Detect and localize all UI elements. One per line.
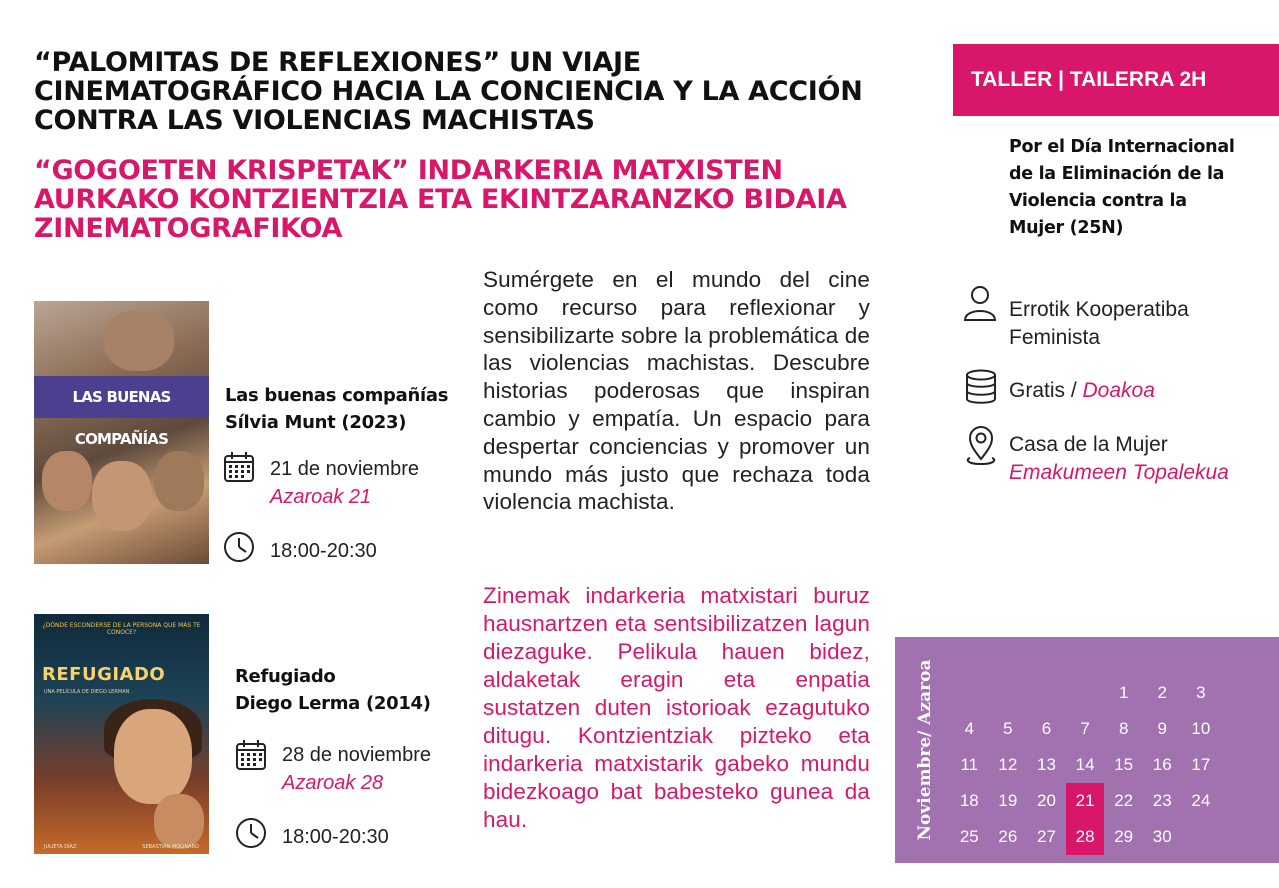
poster-cast-name: JULIETA DÍAZ <box>44 844 77 850</box>
film-2-time: 18:00-20:30 <box>282 826 389 848</box>
calendar-day: 23 <box>1152 791 1172 810</box>
calendar-day: 16 <box>1152 755 1172 774</box>
calendar-day: 29 <box>1114 827 1134 846</box>
film-2-info <box>235 663 431 717</box>
title-spanish: “PALOMITAS DE REFLEXIONES” UN VIAJE CINEMATOGRÁFICO HACIA LA CONCIENCIA Y LA ACCIÓN CONTRA LAS VIOLENCIAS MACHISTAS <box>34 47 863 136</box>
film-1-date-eu: Azaroak 21 <box>270 486 372 508</box>
description-spanish: Sumérgete en el mundo del cine como recurso para reflexionar y sensibilizarte sobre la problemática de las violencias machistas. Descubre historias poderosas que inspiran cambio y empatía. Un espacio para despertar conciencias y promover un mundo más justo que rechaza toda violencia machista. <box>483 267 870 515</box>
film-2-date: 28 de noviembre <box>282 744 431 766</box>
calendar-day: 8 <box>1118 719 1129 738</box>
venue-es: Casa de la Mujer <box>1009 433 1168 456</box>
poster-figure <box>154 794 204 849</box>
film-title: Refugiado <box>235 666 336 687</box>
film-director: Sílvia Munt (2023) <box>225 412 407 433</box>
clock-icon <box>222 530 256 564</box>
calendar-day: 14 <box>1075 755 1095 774</box>
description-basque: Zinemak indarkeria matxistari buruz hausnartzen eta sentsibilizatzen lagun diezaguke. Pelikula hauen bidez, aldaketak eragin eta enpatia sustatzen duten istorioak ezagutuko ditugu. Kontzientziak pizteko eta indarkeria matxistarik gabeko mundu bidezkoago bat babesteko gunea da hau. <box>483 583 870 832</box>
calendar-day: 22 <box>1114 791 1134 810</box>
venue <box>1009 431 1239 486</box>
film-1-time: 18:00-20:30 <box>270 540 377 562</box>
coins-icon <box>964 369 998 407</box>
calendar-day: 2 <box>1157 683 1167 702</box>
calendar-day: 9 <box>1157 719 1167 738</box>
calendar-icon <box>222 450 256 484</box>
calendar-day: 17 <box>1191 755 1211 774</box>
location-pin-icon <box>964 425 998 467</box>
calendar-day: 25 <box>959 827 979 846</box>
poster-figure <box>92 461 152 531</box>
calendar-day: 24 <box>1191 791 1211 810</box>
poster-las-buenas-companias <box>34 301 209 564</box>
calendar-grid <box>950 675 1220 855</box>
calendar-day: 18 <box>959 791 979 810</box>
film-2-date-eu: Azaroak 28 <box>282 772 384 794</box>
film-1-info <box>225 382 448 436</box>
calendar-day: 19 <box>998 791 1018 810</box>
calendar-day: 21 <box>1066 783 1105 819</box>
title-basque: “GOGOETEN KRISPETAK” INDARKERIA MATXISTEN AURKAKO KONTZIENTZIA ETA EKINTZARANZKO BIDAIA ZINEMATOGRAFIKOA <box>34 155 847 244</box>
film-title: Las buenas compañías <box>225 385 449 406</box>
calendar-empty-cell <box>950 675 989 711</box>
film-director: Diego Lerma (2014) <box>235 693 431 714</box>
calendar-day: 28 <box>1066 819 1105 855</box>
calendar-day: 6 <box>1041 719 1052 738</box>
poster-title: REFUGIADO <box>42 664 166 685</box>
calendar-day: 30 <box>1152 827 1172 846</box>
poster-refugiado <box>34 614 209 854</box>
calendar <box>895 637 1279 863</box>
calendar-day: 5 <box>1003 719 1013 738</box>
calendar-day: 1 <box>1118 683 1129 702</box>
calendar-day: 10 <box>1191 719 1211 738</box>
workshop-badge: TALLER | TAILERRA 2H <box>953 44 1279 116</box>
poster-cast <box>44 844 199 850</box>
calendar-day: 26 <box>998 827 1018 846</box>
calendar-day: 4 <box>964 719 975 738</box>
calendar-day: 12 <box>998 755 1018 774</box>
poster-tagline: ¿DÓNDE ESCONDERSE DE LA PERSONA QUE MÁS TE CONOCE? <box>42 622 201 636</box>
person-icon <box>962 284 998 322</box>
calendar-empty-cell <box>989 675 1028 711</box>
poster-figure <box>154 451 204 511</box>
calendar-day: 3 <box>1196 683 1206 702</box>
occasion-text: Por el Día Internacional de la Eliminación de la Violencia contra la Mujer (25N) <box>1009 137 1235 238</box>
price-eu: Doakoa <box>1082 379 1155 402</box>
poster-director: UNA PELÍCULA DE DIEGO LERMAN <box>44 689 130 695</box>
calendar-day: 20 <box>1037 791 1056 810</box>
poster-figure <box>42 451 92 511</box>
poster-figure <box>114 709 192 804</box>
poster-title: LAS BUENAS COMPAÑÍAS <box>34 376 209 418</box>
clock-icon <box>234 816 268 850</box>
calendar-day: 27 <box>1037 827 1056 846</box>
price <box>1009 377 1155 405</box>
venue-eu: Emakumeen Topalekua <box>1009 460 1229 484</box>
calendar-empty-cell <box>1182 819 1221 855</box>
calendar-empty-cell <box>1066 675 1105 711</box>
calendar-day: 13 <box>1037 755 1056 774</box>
calendar-month-label: Noviembre/ Azaroa <box>915 659 935 841</box>
calendar-day: 15 <box>1114 755 1134 774</box>
calendar-icon <box>234 738 268 772</box>
calendar-day: 11 <box>960 755 979 774</box>
organizer: Errotik Kooperatiba Feminista <box>1009 298 1189 349</box>
calendar-empty-cell <box>1027 675 1066 711</box>
film-1-date: 21 de noviembre <box>270 458 419 480</box>
poster-figure <box>104 311 174 371</box>
price-es: Gratis / <box>1009 379 1083 402</box>
calendar-day: 7 <box>1080 719 1090 738</box>
poster-cast-name: SEBASTIÁN MOLINARO <box>142 844 199 850</box>
